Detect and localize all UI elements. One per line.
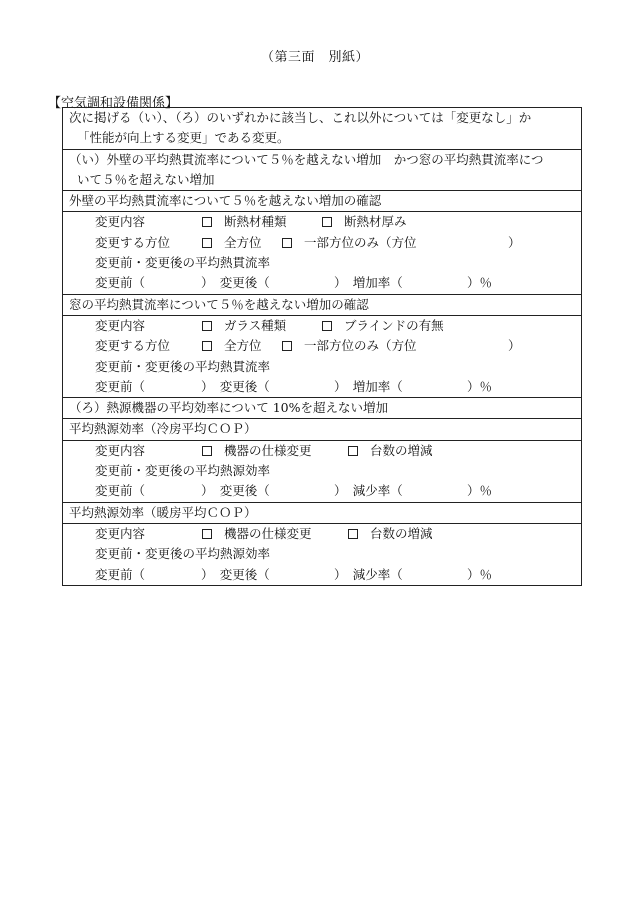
cooling-title-block xyxy=(63,419,581,440)
heating-opt1[interactable]: 機器の仕様変更 xyxy=(202,524,312,544)
checkbox-icon[interactable] xyxy=(322,217,332,227)
window-before: 変更前（ xyxy=(95,378,146,394)
cooling-title: 平均熱源効率（冷房平均ＣＯＰ） xyxy=(69,421,257,437)
window-after: ） 変更後（ xyxy=(201,378,270,394)
heating-detail-block xyxy=(63,524,581,585)
window-values-row xyxy=(63,377,581,397)
cooling-values-row xyxy=(63,481,581,501)
cooling-before-after-label: 変更前・変更後の平均熱源効率 xyxy=(95,463,271,479)
heating-rate: ） 減少率（ xyxy=(334,566,403,582)
window-dir-partial[interactable]: 一部方位のみ（方位 xyxy=(282,336,417,356)
heating-before-after-label: 変更前・変更後の平均熱源効率 xyxy=(95,546,271,562)
form-table xyxy=(62,107,582,586)
window-direction-row xyxy=(63,336,581,356)
cooling-rate: ） 減少率（ xyxy=(334,483,403,499)
checkbox-icon[interactable] xyxy=(202,321,212,331)
checkbox-icon[interactable] xyxy=(322,321,332,331)
wall-change-content-label: 変更内容 xyxy=(95,214,146,230)
i-heading-line-2: いて５％を超えない増加 xyxy=(77,171,215,187)
window-dir-close: ） xyxy=(508,338,521,354)
heating-after: ） 変更後（ xyxy=(201,566,270,582)
cooling-before: 変更前（ xyxy=(95,483,146,499)
wall-after: ） 変更後（ xyxy=(201,275,270,291)
window-opt1[interactable]: ガラス種類 xyxy=(202,316,286,336)
checkbox-icon[interactable] xyxy=(202,529,212,539)
checkbox-icon[interactable] xyxy=(202,217,212,227)
wall-dir-all[interactable]: 全方位 xyxy=(202,233,262,253)
window-before-after-label: 変更前・変更後の平均熱貫流率 xyxy=(95,358,271,374)
i-heading-block xyxy=(63,150,581,192)
checkbox-icon[interactable] xyxy=(282,341,292,351)
heating-title: 平均熱源効率（暖房平均ＣＯＰ） xyxy=(69,504,257,520)
window-change-content-row xyxy=(63,316,581,336)
wall-opt1[interactable]: 断熱材種類 xyxy=(202,212,287,232)
section-title: 【空気調和設備関係】 xyxy=(48,96,179,111)
intro-block xyxy=(63,108,581,150)
window-title-block xyxy=(63,295,581,316)
window-detail-block xyxy=(63,316,581,398)
heating-before: 変更前（ xyxy=(95,566,146,582)
cooling-change-content-label: 変更内容 xyxy=(95,442,146,458)
heating-percent: ）％ xyxy=(467,566,493,582)
page-heading: （第三面 別紙） xyxy=(260,50,369,65)
window-percent: ）％ xyxy=(467,378,493,394)
cooling-change-content-row xyxy=(63,441,581,461)
wall-title: 外壁の平均熱貫流率について５％を越えない増加の確認 xyxy=(69,193,382,209)
wall-opt2[interactable]: 断熱材厚み xyxy=(322,212,407,232)
wall-direction-label: 変更する方位 xyxy=(95,234,171,250)
heating-title-block xyxy=(63,503,581,524)
window-change-content-label: 変更内容 xyxy=(95,317,146,333)
checkbox-icon[interactable] xyxy=(202,446,212,456)
window-rate: ） 増加率（ xyxy=(334,378,403,394)
cooling-opt2[interactable]: 台数の増減 xyxy=(348,441,433,461)
ro-heading: （ろ）熱源機器の平均効率について 10%を超えない増加 xyxy=(69,400,389,416)
window-dir-all[interactable]: 全方位 xyxy=(202,336,262,356)
wall-rate: ） 増加率（ xyxy=(334,275,403,291)
checkbox-icon[interactable] xyxy=(202,238,212,248)
checkbox-icon[interactable] xyxy=(282,238,292,248)
cooling-detail-block xyxy=(63,441,581,503)
wall-dir-partial[interactable]: 一部方位のみ（方位 xyxy=(282,233,417,253)
window-direction-label: 変更する方位 xyxy=(95,338,171,354)
heating-opt2[interactable]: 台数の増減 xyxy=(348,524,433,544)
checkbox-icon[interactable] xyxy=(348,529,358,539)
heating-values-row xyxy=(63,565,581,585)
window-title: 窓の平均熱貫流率について５％を越えない増加の確認 xyxy=(69,296,369,312)
intro-line-2: 「性能が向上する変更」である変更。 xyxy=(77,130,290,146)
wall-change-content-row xyxy=(63,212,581,232)
intro-line-1: 次に掲げる（い）、（ろ）のいずれかに該当し、これ以外については「変更なし」か xyxy=(69,110,532,125)
wall-before-after-label: 変更前・変更後の平均熱貫流率 xyxy=(95,255,271,271)
wall-before: 変更前（ xyxy=(95,275,146,291)
wall-direction-row xyxy=(63,233,581,253)
cooling-percent: ）％ xyxy=(467,483,493,499)
heating-change-content-label: 変更内容 xyxy=(95,525,146,541)
wall-title-block xyxy=(63,191,581,212)
heating-change-content-row xyxy=(63,524,581,544)
ro-heading-block xyxy=(63,398,581,419)
checkbox-icon[interactable] xyxy=(348,446,358,456)
cooling-opt1[interactable]: 機器の仕様変更 xyxy=(202,441,312,461)
wall-dir-close: ） xyxy=(508,234,521,250)
window-opt2[interactable]: ブラインドの有無 xyxy=(322,316,444,336)
i-heading-line-1: （い）外壁の平均熱貫流率について５％を越えない増加 かつ窓の平均熱貫流率につ xyxy=(69,151,544,167)
cooling-after: ） 変更後（ xyxy=(201,483,270,499)
checkbox-icon[interactable] xyxy=(202,341,212,351)
wall-values-row xyxy=(63,273,581,293)
wall-percent: ）％ xyxy=(467,275,493,291)
wall-detail-block xyxy=(63,212,581,294)
